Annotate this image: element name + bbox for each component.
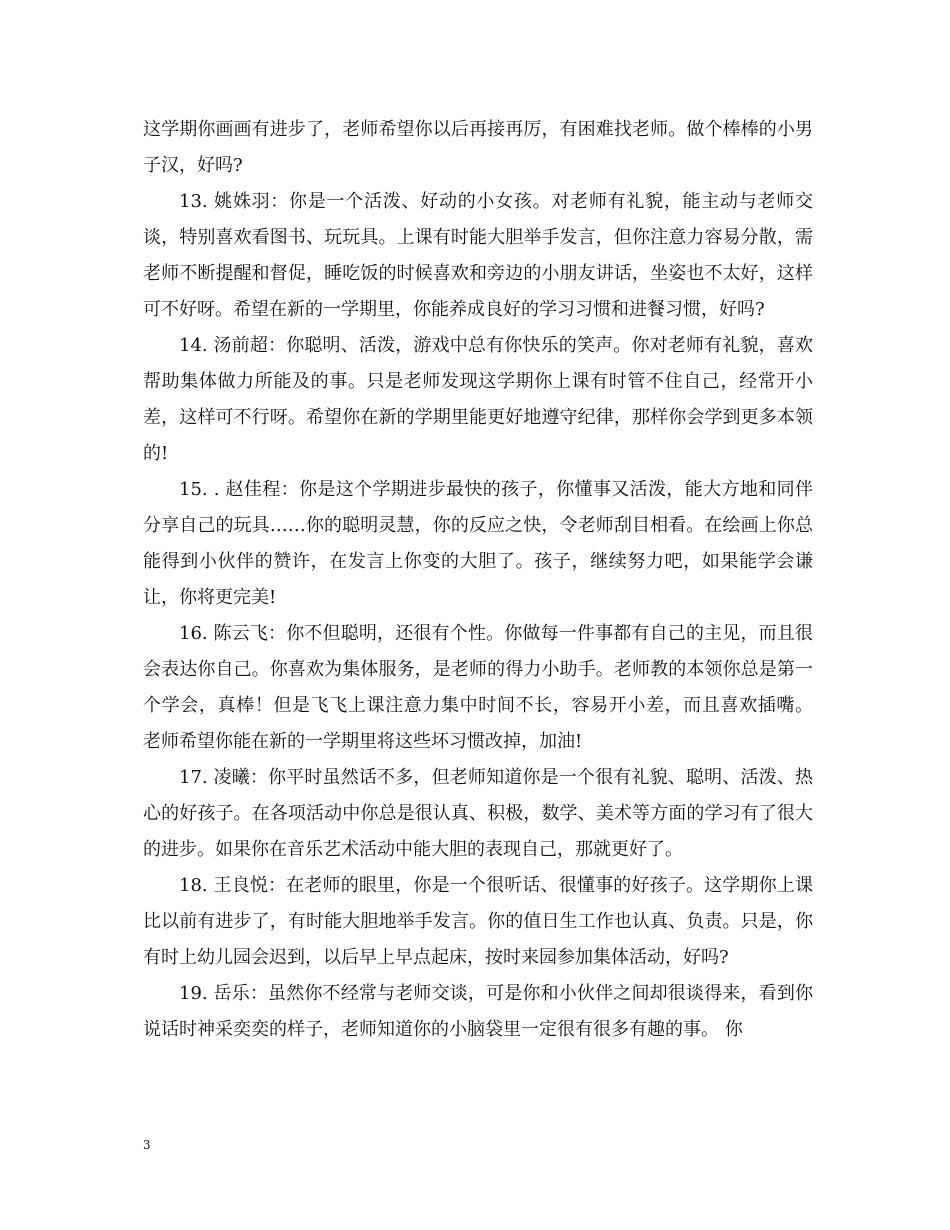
paragraph-15: 15. . 赵佳程：你是这个学期进步最快的孩子，你懂事又活泼，能大方地和同伴分享自己的玩具……你的聪明灵慧，你的反应之快，令老师刮目相看。在绘画上你总能得到小伙伴的赞许，在发言上你变的大胆了。孩子，继续努力吧，如果能学会谦让，你将更完美! <box>143 479 813 608</box>
document-body <box>143 112 813 1048</box>
page-number: 3 <box>143 1138 151 1152</box>
paragraph-18: 18. 王良悦：在老师的眼里，你是一个很听话、很懂事的好孩子。这学期你上课比以前有进步了，有时能大胆地举手发言。你的值日生工作也认真、负责。只是，你有时上幼儿园会迟到，以后早上早点起床，按时来园参加集体活动，好吗? <box>143 875 813 968</box>
paragraph-19: 19. 岳乐：虽然你不经常与老师交谈，可是你和小伙伴之间却很谈得来，看到你说话时神采奕奕的样子，老师知道你的小脑袋里一定很有很多有趣的事。 你 <box>143 983 813 1040</box>
paragraph-continuation: 这学期你画画有进步了，老师希望你以后再接再厉，有困难找老师。做个棒棒的小男子汉，好吗? <box>143 119 813 176</box>
paragraph-14: 14. 汤前超：你聪明、活泼，游戏中总有你快乐的笑声。你对老师有礼貌，喜欢帮助集体做力所能及的事。只是老师发现这学期你上课有时管不住自己，经常开小差，这样可不行呀。希望你在新的学期里能更好地遵守纪律，那样你会学到更多本领的! <box>143 335 813 464</box>
paragraph-16: 16. 陈云飞：你不但聪明，还很有个性。你做每一件事都有自己的主见，而且很会表达你自己。你喜欢为集体服务，是老师的得力小助手。老师教的本领你总是第一个学会，真棒！但是飞飞上课注意力集中时间不长，容易开小差，而且喜欢插嘴。 老师希望你能在新的一学期里将这些坏习惯改掉，加油! <box>143 623 813 752</box>
paragraph-13: 13. 姚姝羽：你是一个活泼、好动的小女孩。对老师有礼貌，能主动与老师交谈，特别喜欢看图书、玩玩具。上课有时能大胆举手发言，但你注意力容易分散，需老师不断提醒和督促，睡吃饭的时候喜欢和旁边的小朋友讲话，坐姿也不太好，这样可不好呀。希望在新的一学期里，你能养成良好的学习习惯和进餐习惯，好吗? <box>143 191 813 320</box>
paragraph-17: 17. 凌曦：你平时虽然话不多，但老师知道你是一个很有礼貌、聪明、活泼、热心的好孩子。在各项活动中你总是很认真、积极，数学、美术等方面的学习有了很大的进步。如果你在音乐艺术活动中能大胆的表现自己，那就更好了。 <box>143 767 813 860</box>
